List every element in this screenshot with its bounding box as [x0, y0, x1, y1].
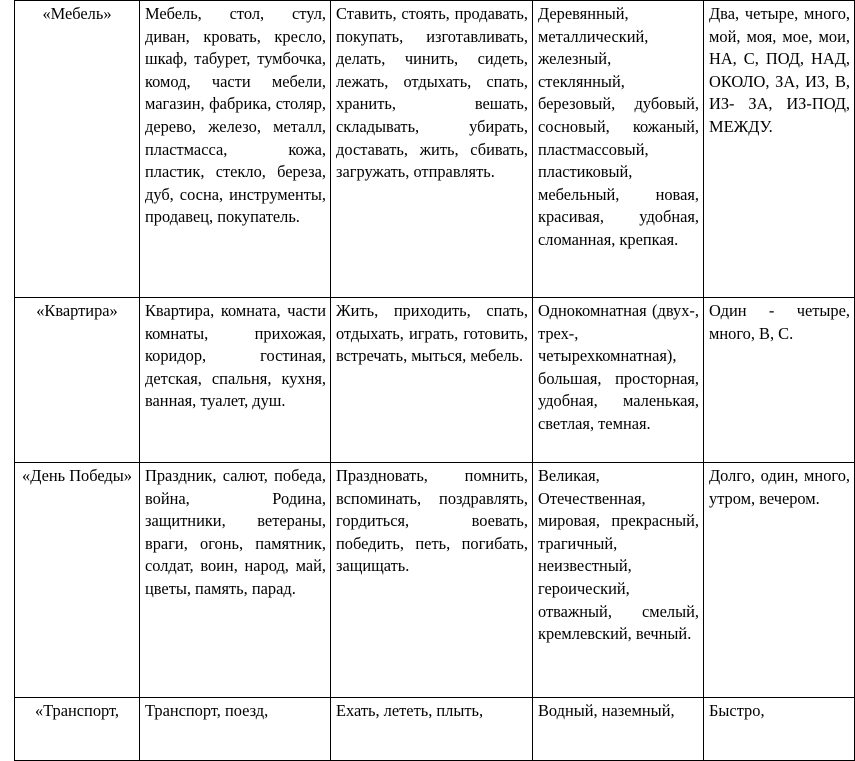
theme-cell: «Мебель» [15, 1, 140, 298]
nouns-cell: Праздник, салют, победа, война, Родина, защитники, ветераны, враги, огонь, памятник, солдат, воин, народ, май, цветы, память, парад. [140, 463, 331, 698]
verbs-cell: Жить, приходить, спать, отдыхать, играть, готовить, встречать, мыться, мебель. [331, 298, 533, 463]
nouns-cell: Мебель, стол, стул, диван, кровать, кресло, шкаф, табурет, тумбочка, комод, части мебели, магазин, фабрика, столяр, дерево, железо, металл, пластмасса, кожа, пластик, стекло, береза, дуб, сосна, инструменты, продавец, покупатель. [140, 1, 331, 298]
adjectives-cell: Водный, наземный, [533, 698, 704, 761]
verbs-cell: Ставить, стоять, продавать, покупать, изготавливать, делать, чинить, сидеть, лежать, отдыхать, спать, хранить, вешать, складывать, убирать, доставать, жить, сбивать, загружать, отправлять. [331, 1, 533, 298]
vocabulary-table [14, 0, 855, 761]
other-words-cell: Один - четыре, много, В, С. [704, 298, 855, 463]
nouns-cell: Транспорт, поезд, [140, 698, 331, 761]
theme-cell: «Квартира» [15, 298, 140, 463]
other-words-cell: Долго, один, много, утром, вечером. [704, 463, 855, 698]
theme-cell: «Транспорт, [15, 698, 140, 761]
table-row [15, 1, 855, 298]
verbs-cell: Праздновать, помнить, вспоминать, поздравлять, гордиться, воевать, победить, петь, погибать, защищать. [331, 463, 533, 698]
table-row [15, 298, 855, 463]
adjectives-cell: Великая, Отечественная, мировая, прекрасный, трагичный, неизвестный, героический, отважный, смелый, кремлевский, вечный. [533, 463, 704, 698]
theme-cell: «День Победы» [15, 463, 140, 698]
other-words-cell: Быстро, [704, 698, 855, 761]
nouns-cell: Квартира, комната, части комнаты, прихожая, коридор, гостиная, детская, спальня, кухня, ванная, туалет, душ. [140, 298, 331, 463]
table-row [15, 463, 855, 698]
other-words-cell: Два, четыре, много, мой, моя, мое, мои, НА, С, ПОД, НАД, ОКОЛО, ЗА, ИЗ, В, ИЗ- ЗА, ИЗ-ПОД, МЕЖДУ. [704, 1, 855, 298]
verbs-cell: Ехать, лететь, плыть, [331, 698, 533, 761]
adjectives-cell: Деревянный, металлический, железный, стеклянный, березовый, дубовый, сосновый, кожаный, пластмассовый, пластиковый, мебельный, новая, красивая, удобная, сломанная, крепкая. [533, 1, 704, 298]
adjectives-cell: Однокомнатная (двух-, трех-, четырехкомнатная), большая, просторная, удобная, маленькая, светлая, темная. [533, 298, 704, 463]
table-row [15, 698, 855, 761]
